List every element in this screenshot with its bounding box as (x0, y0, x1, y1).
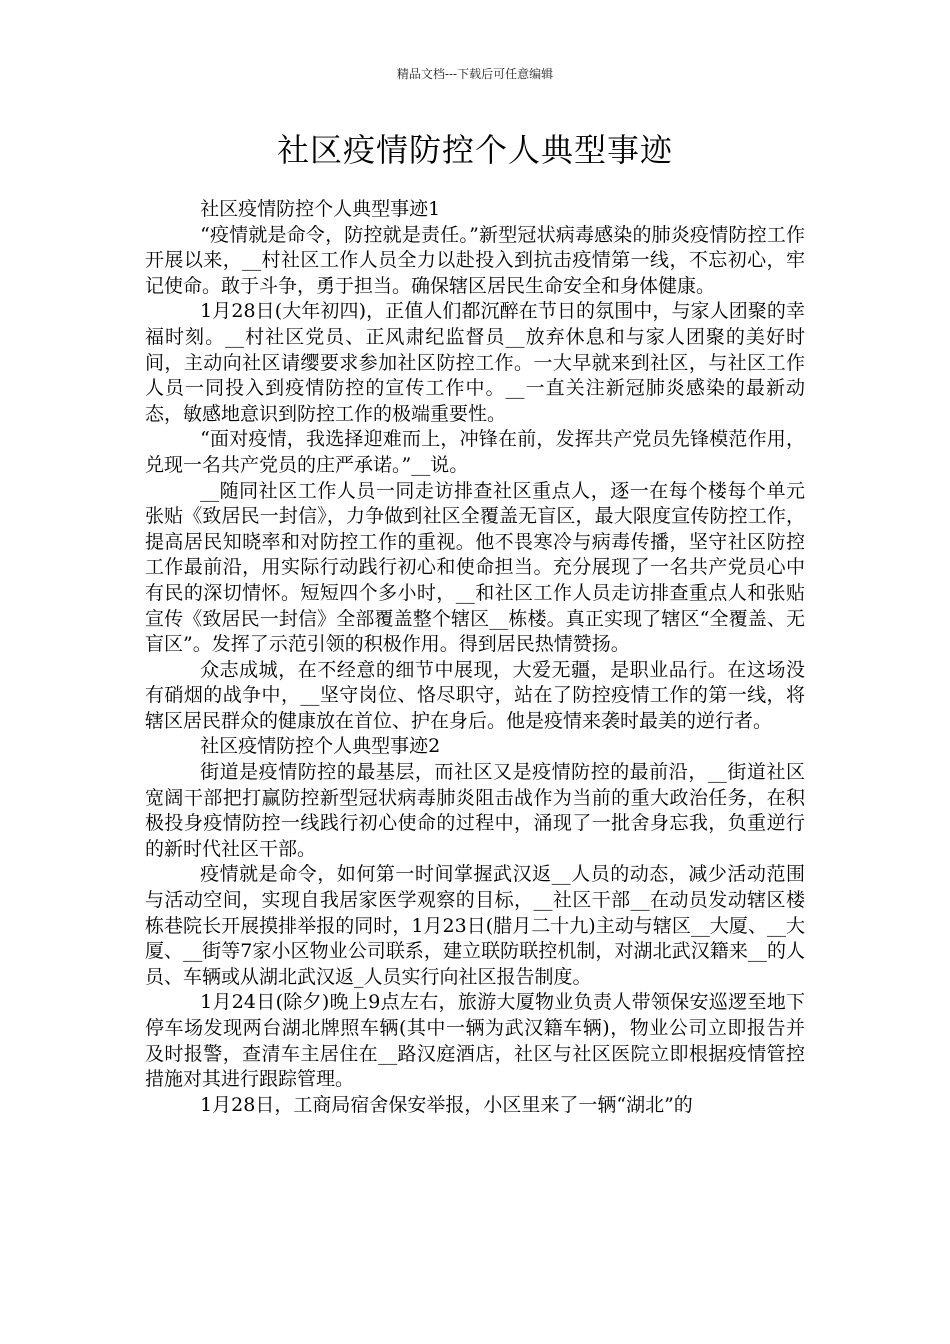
paragraph: 街道是疫情防控的最基层，而社区又是疫情防控的最前沿，__街道社区宽阔干部把打赢防控新型冠状病毒肺炎阻击战作为当前的重大政治任务，在积极投身疫情防控一线践行初心使命的过程中，涌现了一批舍身忘我，负重逆行的新时代社区干部。 (145, 761, 805, 860)
section-heading-1: 社区疫情防控个人典型事迹1 (200, 198, 441, 220)
paragraph: 1月28日，工商局宿舍保安举报，小区里来了一辆“湖北”的 (200, 1093, 693, 1116)
paragraph: 疫情就是命令，如何第一时间掌握武汉返__人员的动态，减少活动范围与活动空间，实现自我居家医学观察的目标，__社区干部__在动员发动辖区楼栋巷院长开展摸排举报的同时，1月23日(腊月二十九)主动与辖区__大厦、__大厦、__街等7家小区物业公司联系，建立联防联控机制，对湖北武汉籍来__的人员、车辆或从湖北武汉返_人员实行向社区报告制度。 (145, 863, 805, 988)
paragraph: 1月28日(大年初四)，正值人们都沉醉在节日的氛围中，与家人团聚的幸福时刻。__村社区党员、正风肃纪监督员__放弃休息和与家人团聚的美好时间，主动向社区请缨要求参加社区防控工作。一大早就来到社区，与社区工作人员一同投入到疫情防控的宣传工作中。__一直关注新冠肺炎感染的最新动态，敏感地意识到防控工作的极端重要性。 (145, 300, 805, 425)
paragraph: “面对疫情，我选择迎难而上，冲锋在前，发挥共产党员先锋模范作用，兑现一名共产党员的庄严承诺。”__说。 (145, 428, 805, 476)
paragraph: 1月24日(除夕)晚上9点左右，旅游大厦物业负责人带领保安巡逻至地下停车场发现两台湖北牌照车辆(其中一辆为武汉籍车辆)，物业公司立即报告并及时报警，查清车主居住在__路汉庭酒店，社区与社区医院立即根据疫情管控措施对其进行跟踪管理。 (145, 991, 805, 1091)
paragraph: __随同社区工作人员一同走访排查社区重点人，逐一在每个楼每个单元张贴《致居民一封信》，力争做到社区全覆盖无盲区，最大限度宣传防控工作，提高居民知晓率和对防控工作的重视。他不畏寒冷与病毒传播，坚守社区防控工作最前沿，用实际行动践行初心和使命担当。充分展现了一名共产党员心中有民的深切情怀。短短四个多小时，__和社区工作人员走访排查重点人和张贴宣传《致居民一封信》全部覆盖整个辖区__栋楼。真正实现了辖区“全覆盖、无盲区”。发挥了示范引领的积极作用。得到居民热情赞扬。 (145, 479, 805, 656)
header-note: 精品文档---下载后可任意编辑 (396, 67, 554, 81)
paragraph: “疫情就是命令，防控就是责任。”新型冠状病毒感染的肺炎疫情防控工作开展以来，__村社区工作人员全力以赴投入到抗击疫情第一线，不忘初心，牢记使命。敢于斗争，勇于担当。确保辖区居民生命安全和身体健康。 (145, 223, 805, 297)
document-body (145, 197, 805, 1118)
document-title: 社区疫情防控个人典型事迹 (276, 131, 673, 169)
section-heading-2: 社区疫情防控个人典型事迹2 (200, 735, 441, 758)
paragraph: 众志成城，在不经意的细节中展现，大爱无疆，是职业品行。在这场没有硝烟的战争中，__坚守岗位、恪尽职守，站在了防控疫情工作的第一线，将辖区居民群众的健康放在首位、护在身后。他是疫情来袭时最美的逆行者。 (145, 658, 805, 732)
